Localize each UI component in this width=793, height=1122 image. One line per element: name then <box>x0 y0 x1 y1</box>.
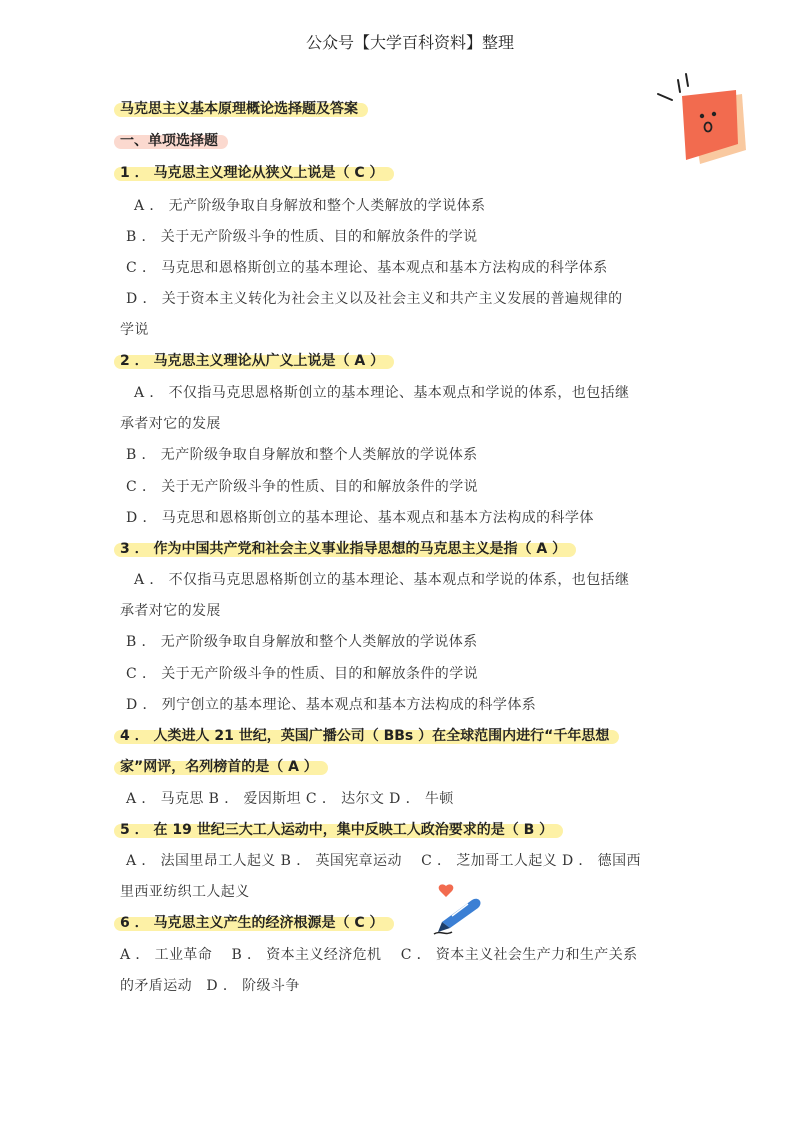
page-header: 公众号【大学百科资料】整理 <box>305 33 514 52</box>
question-2-option-a-continued: 承者对它的发展 <box>120 416 221 432</box>
question-3-option-a-continued: 承者对它的发展 <box>120 603 221 619</box>
question-3-option-d: D ． 列宁创立的基本理论、基本观点和基本方法构成的科学体系 <box>126 697 537 713</box>
question-3-option-b: B ． 无产阶级争取自身解放和整个人类解放的学说体系 <box>126 634 478 650</box>
question-3-option-a: A ． 不仅指马克思恩格斯创立的基本理论、基本观点和学说的体系，也包括继 <box>134 572 630 588</box>
question-4-stem: 4 ． 人类进人 21 世纪，英国广播公司（ BBs ）在全球范围内进行“千年思想 <box>120 725 609 745</box>
question-4-options: A ． 马克思 B ． 爱因斯坦 C ． 达尔文 D ． 牛顿 <box>126 791 454 807</box>
document-title: 马克思主义基本原理概论选择题及答案 <box>120 98 358 118</box>
question-5-stem: 5 ． 在 19 世纪三大工人运动中，集中反映工人政治要求的是（ B ） <box>120 819 553 839</box>
surprised-flag-sticker-icon <box>650 72 755 172</box>
fountain-pen-heart-icon <box>432 884 490 936</box>
question-6-stem: 6 ． 马克思主义产生的经济根源是（ C ） <box>120 912 384 932</box>
question-3-stem: 3 ． 作为中国共产党和社会主义事业指导思想的马克思主义是指（ A ） <box>120 538 566 558</box>
question-2-option-d: D ． 马克思和恩格斯创立的基本理论、基本观点和基本方法构成的科学体 <box>126 510 594 526</box>
question-3-option-c: C ． 关于无产阶级斗争的性质、目的和解放条件的学说 <box>126 666 479 682</box>
question-1-option-a: A ． 无产阶级争取自身解放和整个人类解放的学说体系 <box>134 198 486 214</box>
question-2-stem: 2 ． 马克思主义理论从广义上说是（ A ） <box>120 350 384 370</box>
question-2-option-a: A ． 不仅指马克思恩格斯创立的基本理论、基本观点和学说的体系，也包括继 <box>134 385 630 401</box>
question-1-stem: 1 ． 马克思主义理论从狭义上说是（ C ） <box>120 162 384 182</box>
question-4-stem-continued: 家”网评，名列榜首的是（ A ） <box>120 756 318 776</box>
question-6-options: A ． 工业革命 B ． 资本主义经济危机 C ． 资本主义社会生产力和生产关系 <box>120 947 638 963</box>
question-1-option-d-continued: 学说 <box>120 322 149 338</box>
question-1-option-d: D ． 关于资本主义转化为社会主义以及社会主义和共产主义发展的普遍规律的 <box>126 291 623 307</box>
question-6-options-continued: 的矛盾运动 D ． 阶级斗争 <box>120 978 300 994</box>
question-2-option-c: C ． 关于无产阶级斗争的性质、目的和解放条件的学说 <box>126 479 479 495</box>
question-5-options-continued: 里西亚纺织工人起义 <box>120 884 250 900</box>
question-2-option-b: B ． 无产阶级争取自身解放和整个人类解放的学说体系 <box>126 447 478 463</box>
section-heading: 一、单项选择题 <box>120 130 218 150</box>
question-1-option-c: C ． 马克思和恩格斯创立的基本理论、基本观点和基本方法构成的科学体系 <box>126 260 608 276</box>
question-5-options: A ． 法国里昂工人起义 B ． 英国宪章运动 C ． 芝加哥工人起义 D ． 德国西 <box>126 853 641 869</box>
question-1-option-b: B ． 关于无产阶级斗争的性质、目的和解放条件的学说 <box>126 229 478 245</box>
